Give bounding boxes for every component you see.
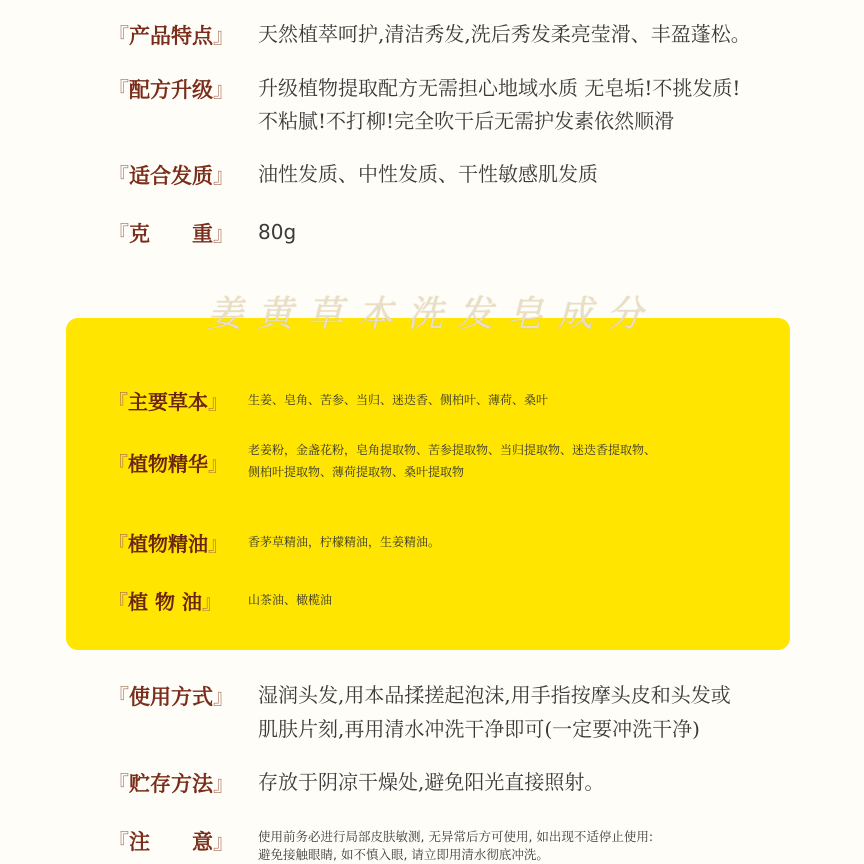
plant-oil-label: 『植 物 油』 — [108, 590, 222, 614]
weight-label: 『克 重』 — [108, 221, 234, 246]
essential-oil-value: 香茅草精油，柠檬精油，生姜精油。 — [248, 535, 441, 549]
formula-line-1: 升级植物提取配方无需担心地域水质 无皂垢!不挑发质! — [258, 76, 741, 100]
weight-value: 80g — [258, 220, 297, 244]
usage-label: 『使用方式』 — [108, 684, 234, 709]
usage-line-2: 肌肤片刻,再用清水冲洗干净即可(一定要冲洗干净) — [258, 717, 700, 741]
essential-oil-label: 『植物精油』 — [108, 532, 228, 556]
hair-type-label: 『适合发质』 — [108, 163, 234, 188]
feature-label: 『产品特点』 — [108, 23, 234, 48]
caution-label: 『注 意』 — [108, 829, 234, 854]
formula-line-2: 不粘腻!不打柳!完全吹干后无需护发素依然顺滑 — [258, 109, 675, 133]
caution-line-1: 使用前务必进行局部皮肤敏测, 无异常后方可使用, 如出现不适停止使用: — [258, 829, 654, 844]
main-herbs-label: 『主要草本』 — [108, 390, 228, 414]
formula-label: 『配方升级』 — [108, 77, 234, 102]
usage-value — [258, 678, 731, 746]
hair-type-value: 油性发质、中性发质、干性敏感肌发质 — [258, 162, 598, 186]
caution-value — [258, 828, 653, 864]
storage-label: 『贮存方法』 — [108, 771, 234, 796]
usage-line-1: 湿润头发,用本品揉搓起泡沫,用手指按摩头皮和头发或 — [258, 683, 731, 707]
plant-essence-line-1: 老姜粉，金盏花粉，皂角提取物、苦参提取物、当归提取物、迷迭香提取物、 — [248, 443, 657, 457]
plant-essence-line-2: 侧柏叶提取物、薄荷提取物、桑叶提取物 — [248, 465, 465, 479]
ingredients-panel — [66, 318, 790, 650]
plant-essence-label: 『植物精华』 — [108, 452, 228, 476]
plant-oil-value: 山茶油、橄榄油 — [248, 593, 333, 607]
feature-value: 天然植萃呵护,清洁秀发,洗后秀发柔亮莹滑、丰盈蓬松。 — [258, 22, 751, 46]
ingredients-title: 姜黄草本洗发皂成分 — [206, 294, 657, 335]
storage-value: 存放于阴凉干燥处,避免阳光直接照射。 — [258, 770, 605, 794]
main-herbs-value: 生姜、皂角、苦参、当归、迷迭香、侧柏叶、薄荷、桑叶 — [248, 393, 549, 407]
caution-line-2: 避免接触眼睛, 如不慎入眼, 请立即用清水彻底冲洗。 — [258, 847, 549, 862]
formula-value — [258, 72, 740, 138]
plant-essence-value — [248, 439, 656, 483]
